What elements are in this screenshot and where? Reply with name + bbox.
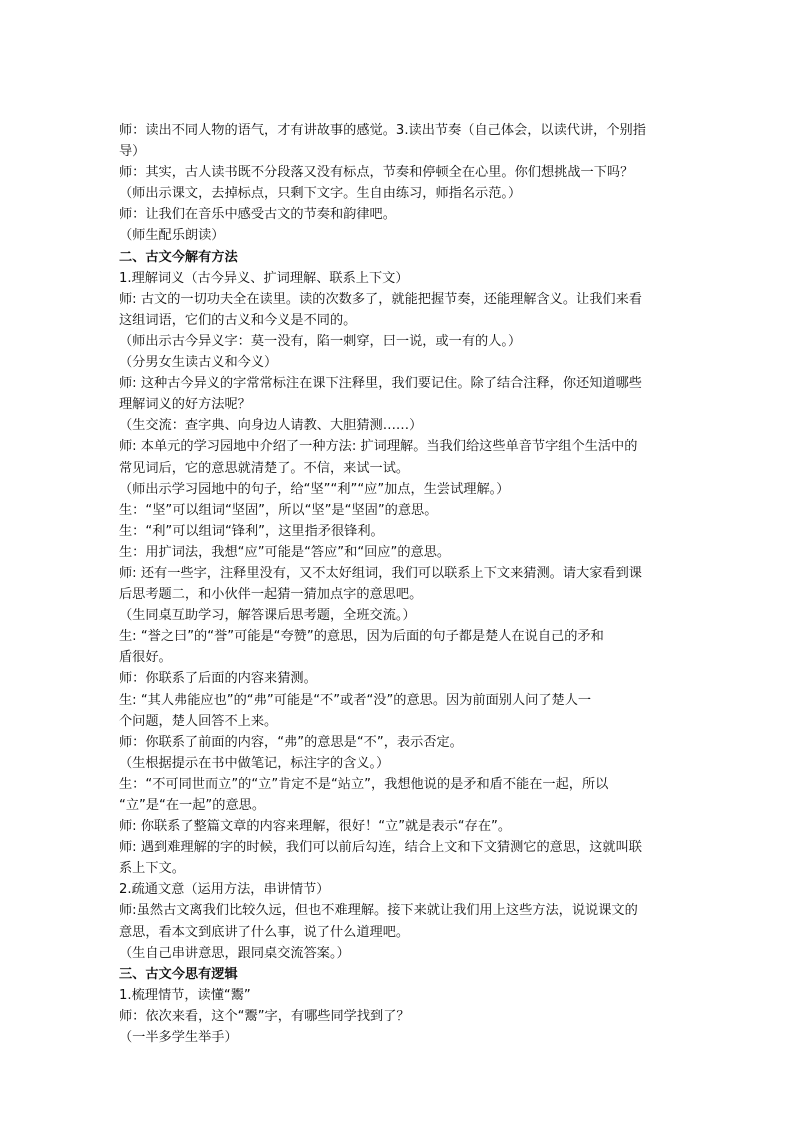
text-line: （生交流：查字典、向身边人请教、大胆猜测……）: [119, 418, 423, 434]
text-line: 师：读出不同人物的语气，才有讲故事的感觉。3.读出节奏（自己体会，以读代讲，个别指: [119, 123, 646, 138]
text-line: 师:虽然古文离我们比较久远，但也不难理解。接下来就让我们用上这些方法，说说课文的: [119, 903, 638, 919]
text-line: 生：用扩词法，我想“应”可能是“答应”和“回应”的意思。: [119, 544, 451, 560]
text-line: 意思，看本文到底讲了什么事，说了什么道理吧。: [119, 924, 410, 940]
section-heading: 二、古文今解有方法: [119, 249, 238, 265]
text-line: 师：依次来看，这个“鬻”字，有哪些同学找到了？: [119, 1008, 410, 1024]
text-line: 生：“不可同世而立”的“立”肯定不是“站立”，我想他说的是矛和盾不能在一起，所以: [119, 776, 609, 792]
text-line: 2.疏通文意（运用方法，串讲情节）: [119, 882, 330, 898]
text-line: 常见词后，它的意思就清楚了。不信，来试一试。: [119, 460, 410, 476]
text-line: 师: 还有一些字，注释里没有，又不太好组词，我们可以联系上下文来猜测。请大家看到课: [119, 565, 642, 581]
text-line: （师生配乐朗读）: [119, 228, 225, 244]
text-line: 系上下文。: [119, 861, 185, 877]
text-line: 师：让我们在音乐中感受古文的节奏和韵律吧。: [119, 207, 396, 223]
section-heading: 三、古文今思有逻辑: [119, 966, 238, 982]
text-line: 师: 你联系了整篇文章的内容来理解，很好！“立”就是表示“存在”。: [119, 819, 512, 835]
text-line: 生: “誉之曰”的“誉”可能是“夸赞”的意思，因为后面的句子都是楚人在说自己的矛和: [119, 629, 604, 645]
text-line: 师: 本单元的学习园地中介绍了一种方法: 扩词理解。当我们给这些单音节字组个生活中的: [119, 439, 638, 455]
text-line: 师：你联系了前面的内容，“弗”的意思是“不”，表示否定。: [119, 734, 463, 750]
text-line: 师: 遇到难理解的字的时候，我们可以前后勾连，结合上文和下文猜测它的意思，这就叫联: [119, 840, 642, 856]
text-line: （师出示古今异义字：莫一没有，陷一刺穿，曰一说，或一有的人。）: [119, 333, 522, 349]
text-line: 师: 古文的一切功夫全在读里。读的次数多了，就能把握节奏，还能理解含义。让我们来看: [119, 291, 642, 307]
document-body: [119, 120, 675, 1048]
text-line: （分男女生读古义和今义）: [119, 355, 278, 371]
text-line: 生：“利”可以组词“锋利”，这里指矛很锋利。: [119, 523, 384, 539]
text-line: 师: 这种古今异义的字常常标注在课下注释里，我们要记住。除了结合注释，你还知道哪些: [119, 376, 642, 392]
text-line: （生同桌互助学习，解答课后思考题，全班交流。）: [119, 608, 416, 624]
text-line: 个问题，楚人回答不上来。: [119, 713, 278, 729]
text-line: 后思考题二，和小伙伴一起猜一猜加点字的意思吧。: [119, 587, 423, 603]
text-line: （生根据提示在书中做笔记，标注字的含义。）: [119, 755, 390, 771]
text-line: （生自己串讲意思，跟同桌交流答案。）: [119, 945, 350, 961]
text-line: 盾很好。: [119, 650, 172, 666]
text-line: 师：其实，古人读书既不分段落又没有标点，节奏和停顿全在心里。你们想挑战一下吗？: [119, 165, 634, 181]
text-line: （一半多学生举手）: [119, 1030, 238, 1046]
text-line: 这组词语，它们的古义和今义是不同的。: [119, 312, 357, 328]
text-line: 导）: [119, 144, 146, 160]
text-line: 师：你联系了后面的内容来猜测。: [119, 671, 317, 687]
text-line: 生：“坚”可以组词“坚固”，所以“坚”是“坚固”的意思。: [119, 502, 438, 518]
text-line: （师出示课文，去掉标点，只剩下文字。生自由练习，师指名示范。）: [119, 186, 522, 202]
text-line: 1.梳理情节，读懂“鬻”: [119, 987, 251, 1003]
text-line: 1.理解词义（古今异义、扩词理解、联系上下文）: [119, 270, 409, 286]
text-line: （师出示学习园地中的句子，给“坚”“利”“应”加点，生尝试理解。）: [119, 481, 510, 497]
text-line: “立”是“在一起”的意思。: [119, 798, 266, 813]
text-line: 生: “其人弗能应也”的“弗”可能是“不”或者“没”的意思。因为前面别人问了楚人一: [119, 692, 592, 708]
text-line: 理解词义的好方法呢？: [119, 397, 251, 413]
